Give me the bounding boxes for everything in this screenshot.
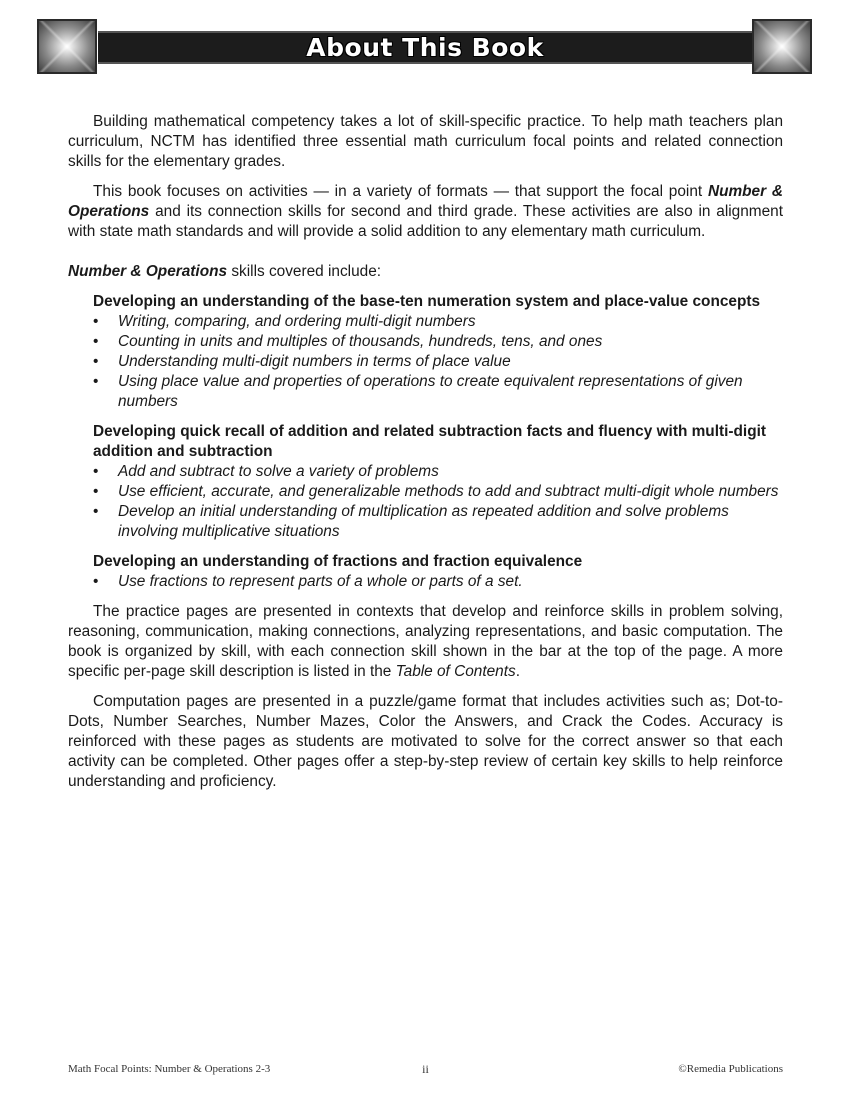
footer-book-title: Math Focal Points: Number & Operations 2-3 (68, 1063, 271, 1075)
skill-bullet-list (93, 312, 783, 412)
skill-group (93, 292, 783, 412)
skill-bullet-item: • Develop an initial understanding of multiplication as repeated addition and solve problems involving multiplicative situations (93, 502, 783, 542)
skill-heading: Developing an understanding of the base-ten numeration system and place-value concepts (93, 293, 761, 310)
skill-bullet-item: • Add and subtract to solve a variety of problems (93, 462, 783, 482)
table-of-contents-reference: Table of Contents (395, 663, 516, 680)
focal-point-emphasis: Number & Operations (68, 183, 783, 220)
skill-bullet-item: • Writing, comparing, and ordering multi-digit numbers (93, 312, 783, 332)
skill-bullet-item: • Understanding multi-digit numbers in terms of place value (93, 352, 783, 372)
practice-text-start: The practice pages are presented in contexts that develop and reinforce skills in problem solving, reasoning, communication, making connections, analyzing representations, and basic computation. The book is organized by skill, with each connection skill shown in the bar at the top of the page. A more specific per-page skill description is listed in the (68, 603, 783, 680)
intro-paragraph: Building mathematical competency takes a lot of skill-specific practice. To help math teachers plan curriculum, NCTM has identified three essential math curriculum focal points and related connection skills for the elementary grades. (68, 113, 783, 170)
skill-bullet-item: • Using place value and properties of operations to create equivalent representations of given numbers (93, 372, 783, 412)
page-number: ii (422, 1062, 429, 1076)
skill-bullet-item: • Use efficient, accurate, and generalizable methods to add and subtract multi-digit whole numbers (93, 482, 783, 502)
skills-intro-text: skills covered include: (227, 263, 382, 280)
skill-bullet-item: • Counting in units and multiples of thousands, hundreds, tens, and ones (93, 332, 783, 352)
focus-text-end: and its connection skills for second and third grade. These activities are also in alignment with state math standards and will provide a solid addition to any elementary math curriculum. (68, 203, 783, 240)
skills-intro-emphasis: Number & Operations (68, 263, 228, 280)
skills-list (93, 292, 783, 592)
computation-paragraph: Computation pages are presented in a puzzle/game format that includes activities such as; Dot-to-Dots, Number Searches, Number Mazes, Color the Answers, and Crack the Codes. Accuracy is reinforced with these pages as students are motivated to solve for the correct answer so that each activity can be completed. Other pages offer a step-by-step review of certain key skills to help reinforce understanding and proficiency. (68, 693, 783, 790)
page-title: About This Book (306, 33, 544, 62)
skill-bullet-list (93, 462, 783, 542)
skill-group (93, 422, 783, 542)
skill-bullet-item: • Use fractions to represent parts of a whole or parts of a set. (93, 572, 783, 592)
practice-paragraph (68, 602, 783, 682)
skill-heading: Developing an understanding of fractions and fraction equivalence (93, 553, 583, 570)
page-footer (68, 1063, 783, 1077)
footer-publisher: ©Remedia Publications (678, 1063, 783, 1075)
skill-heading: Developing quick recall of addition and related subtraction facts and fluency with multi-digit addition and subtraction (93, 423, 766, 460)
focus-text-start: This book focuses on activities — in a variety of formats — that support the focal point (93, 183, 708, 200)
page-content (68, 112, 783, 802)
skills-intro (68, 262, 783, 282)
practice-text-end: . (515, 663, 520, 680)
skill-bullet-list (93, 572, 783, 592)
skill-group (93, 552, 783, 592)
focus-paragraph (68, 182, 783, 242)
